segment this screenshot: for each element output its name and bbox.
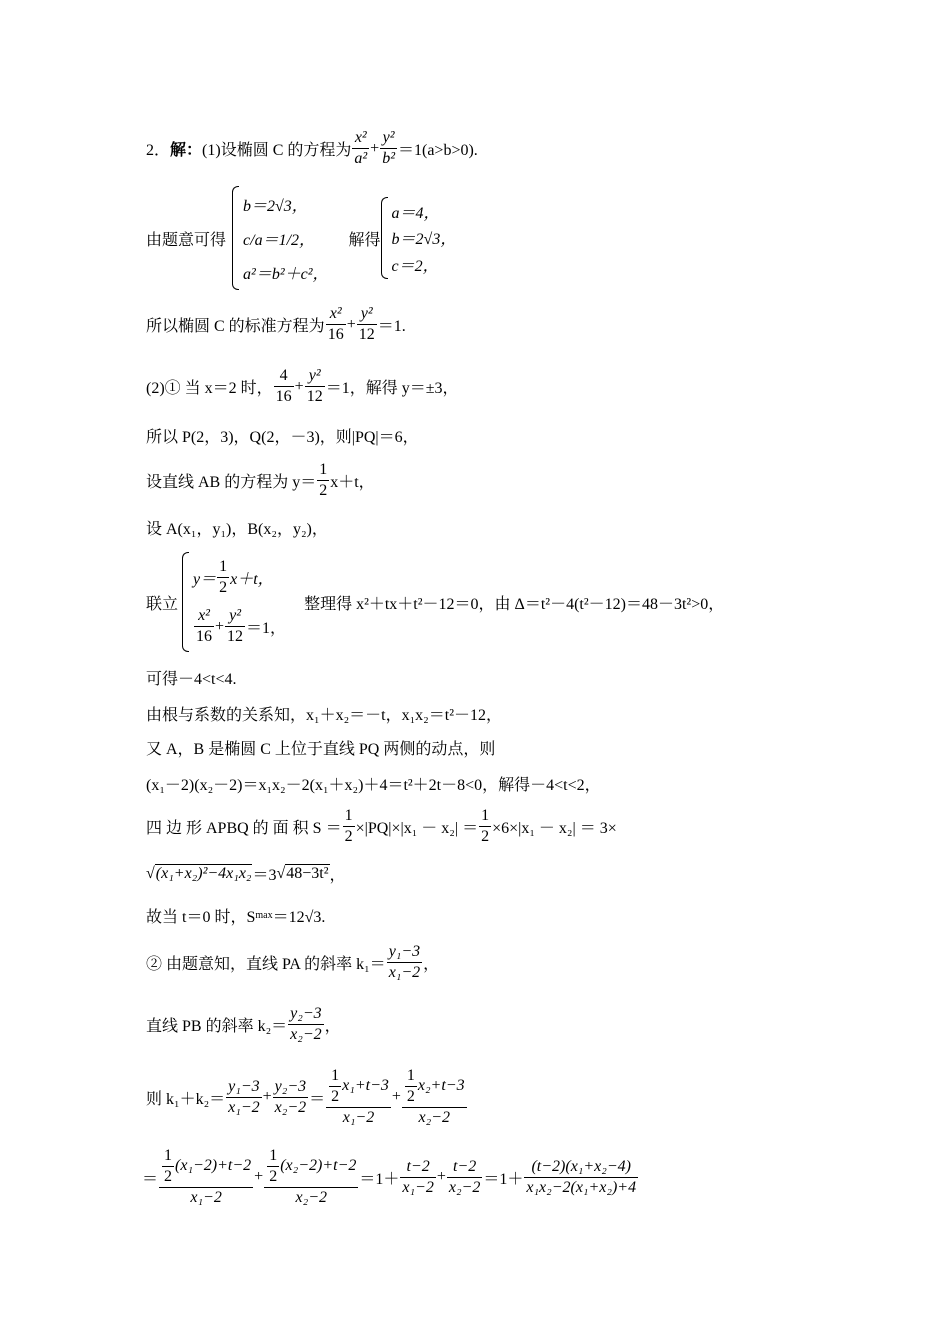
equation-system: b＝2√3， c/a＝1/2， a²＝b²＋c²， <box>232 186 329 290</box>
text: ② 由题意知，直线 PA 的斜率 k₁＝ <box>146 956 386 973</box>
line-18: 则 k₁＋k₂＝ y₁−3 x₁−2 + y₂−3 x₂−2 ＝ $\frac{1}{2}$ x₁+t−3 x₁−2 + $\frac{1}{2}$ x₂+t−3 x₂−2 <box>146 1067 465 1126</box>
text: 设直线 AB 的方程为 y＝ <box>146 474 317 491</box>
line-10: 由根与系数的关系知，x₁＋x₂＝－t，x₁x₂＝t²－12， <box>146 707 503 724</box>
fraction: y² 12 <box>358 305 375 343</box>
line-11: 又 A，B 是椭圆 C 上位于直线 PQ 两侧的动点，则 <box>146 741 496 758</box>
text: x＋t， <box>330 474 375 491</box>
text: 直线 PB 的斜率 k₂＝ <box>146 1018 288 1035</box>
line-2 <box>146 186 456 290</box>
fraction: y₂−3 x₂−2 <box>274 1077 307 1116</box>
line-7: 设 A(x₁，y₁)，B(x₂，y₂)， <box>146 521 328 538</box>
text: ＝1(a>b>0). <box>398 142 478 159</box>
line-9: 可得－4<t<4. <box>146 671 237 688</box>
solution-label: 解： <box>170 142 203 159</box>
equation-system: a＝4， b＝2√3， c＝2， <box>381 197 457 279</box>
fraction: y² 12 <box>306 367 323 405</box>
text: 由题意可得 <box>146 231 227 249</box>
text: 则 k₁＋k₂＝ <box>146 1090 226 1108</box>
fraction: $\frac{1}{2}$ x₂+t−3 x₂−2 <box>402 1066 467 1128</box>
fraction: 1 2 <box>344 807 353 845</box>
line-3: 所以椭圆 C 的标准方程为 x² 16 + y² 12 ＝1. <box>146 305 406 343</box>
radical: √ 48−3t² <box>276 864 329 882</box>
fraction: x² a² <box>354 129 368 167</box>
text: ×6×|x₁ － x₂| ＝ 3× <box>492 820 617 837</box>
fraction: y₂−3 x₂−2 <box>290 1005 322 1043</box>
text: (2)① 当 x＝2 时， <box>146 380 273 397</box>
item-number: 2． <box>146 142 171 159</box>
fraction: y₁−3 x₁−2 <box>228 1077 260 1116</box>
text: ＝3 <box>252 867 277 884</box>
fraction: 4 16 <box>275 367 292 405</box>
fraction: y² b² <box>382 129 395 167</box>
text: 四 边 形 APBQ 的 面 积 S ＝ <box>146 820 342 837</box>
line-16: ② 由题意知，直线 PA 的斜率 k₁＝ y₁−3 x₁−2 ， <box>146 943 440 981</box>
text: 联立 <box>146 595 179 613</box>
fraction: (t−2)(x₁+x₂−4) x₁x₂−2(x₁+x₂)+4 <box>526 1157 637 1196</box>
fraction: $\frac{1}{2}$ x₁+t−3 x₁−2 <box>326 1066 391 1128</box>
equation-system: y＝ 1 2 x＋t， x² 16 + y² 12 ＝1， <box>182 552 286 652</box>
fraction: t−2 x₂−2 <box>448 1157 481 1196</box>
fraction: t−2 x₁−2 <box>402 1157 434 1196</box>
line-15: 故当 t＝0 时，S max ＝12√3. <box>146 909 326 926</box>
fraction: 1 2 <box>481 807 490 845</box>
line-14: √ (x₁+x₂)²−4x₁x₂ ＝3 √ 48−3t² ， <box>146 862 346 885</box>
line-17: 直线 PB 的斜率 k₂＝ y₂−3 x₂−2 ， <box>146 1005 341 1043</box>
text: (1)设椭圆 C 的方程为 <box>202 142 352 159</box>
line-19: ＝ $\frac{1}{2}$ (x₁−2)+t−2 x₁−2 + $\frac{1}{2}$ (x₂−2)+t−2 x₂−2 ＝1＋ t−2 x₁−2 + t−2 x₂−2 ＝1＋ (t−2)(x₁+x₂−4) x₁x₂−2(x₁+x₂)+4 <box>142 1147 637 1206</box>
line-1: 2． 解： (1)设椭圆 C 的方程为 x² a² + y² b² ＝1(a>b>0). <box>146 129 478 167</box>
fraction: $\frac{1}{2}$ (x₂−2)+t−2 x₂−2 <box>264 1146 358 1208</box>
fraction: $\frac{1}{2}$ (x₁−2)+t−2 x₁−2 <box>159 1146 253 1208</box>
text: ＝1，解得 y＝±3， <box>325 380 459 397</box>
line-13 <box>146 806 617 847</box>
text: 整理得 x²＋tx＋t²－12＝0，由 Δ＝t²－4(t²－12)＝48－3t²>0， <box>304 595 725 613</box>
text: 所以椭圆 C 的标准方程为 <box>146 318 325 335</box>
line-5: 所以 P(2，3)，Q(2，－3)，则|PQ|＝6， <box>146 429 419 446</box>
text: ＝1. <box>377 318 406 335</box>
line-8 <box>146 552 724 652</box>
line-12: (x₁－2)(x₂－2)＝x₁x₂－2(x₁＋x₂)＋4＝t²＋2t－8<0，解得－4<t<2， <box>146 777 601 794</box>
line-6 <box>146 460 375 501</box>
text: 解得 <box>348 231 381 249</box>
fraction: x² 16 <box>327 305 344 343</box>
text: ×|PQ|×|x₁ － x₂| ＝ <box>355 820 479 837</box>
line-4: (2)① 当 x＝2 时， 4 16 + y² 12 ＝1，解得 y＝±3， <box>146 367 459 405</box>
fraction: 1 2 <box>319 461 328 499</box>
fraction: y₁−3 x₁−2 <box>388 943 421 981</box>
radical: √ (x₁+x₂)²−4x₁x₂ <box>146 864 252 882</box>
